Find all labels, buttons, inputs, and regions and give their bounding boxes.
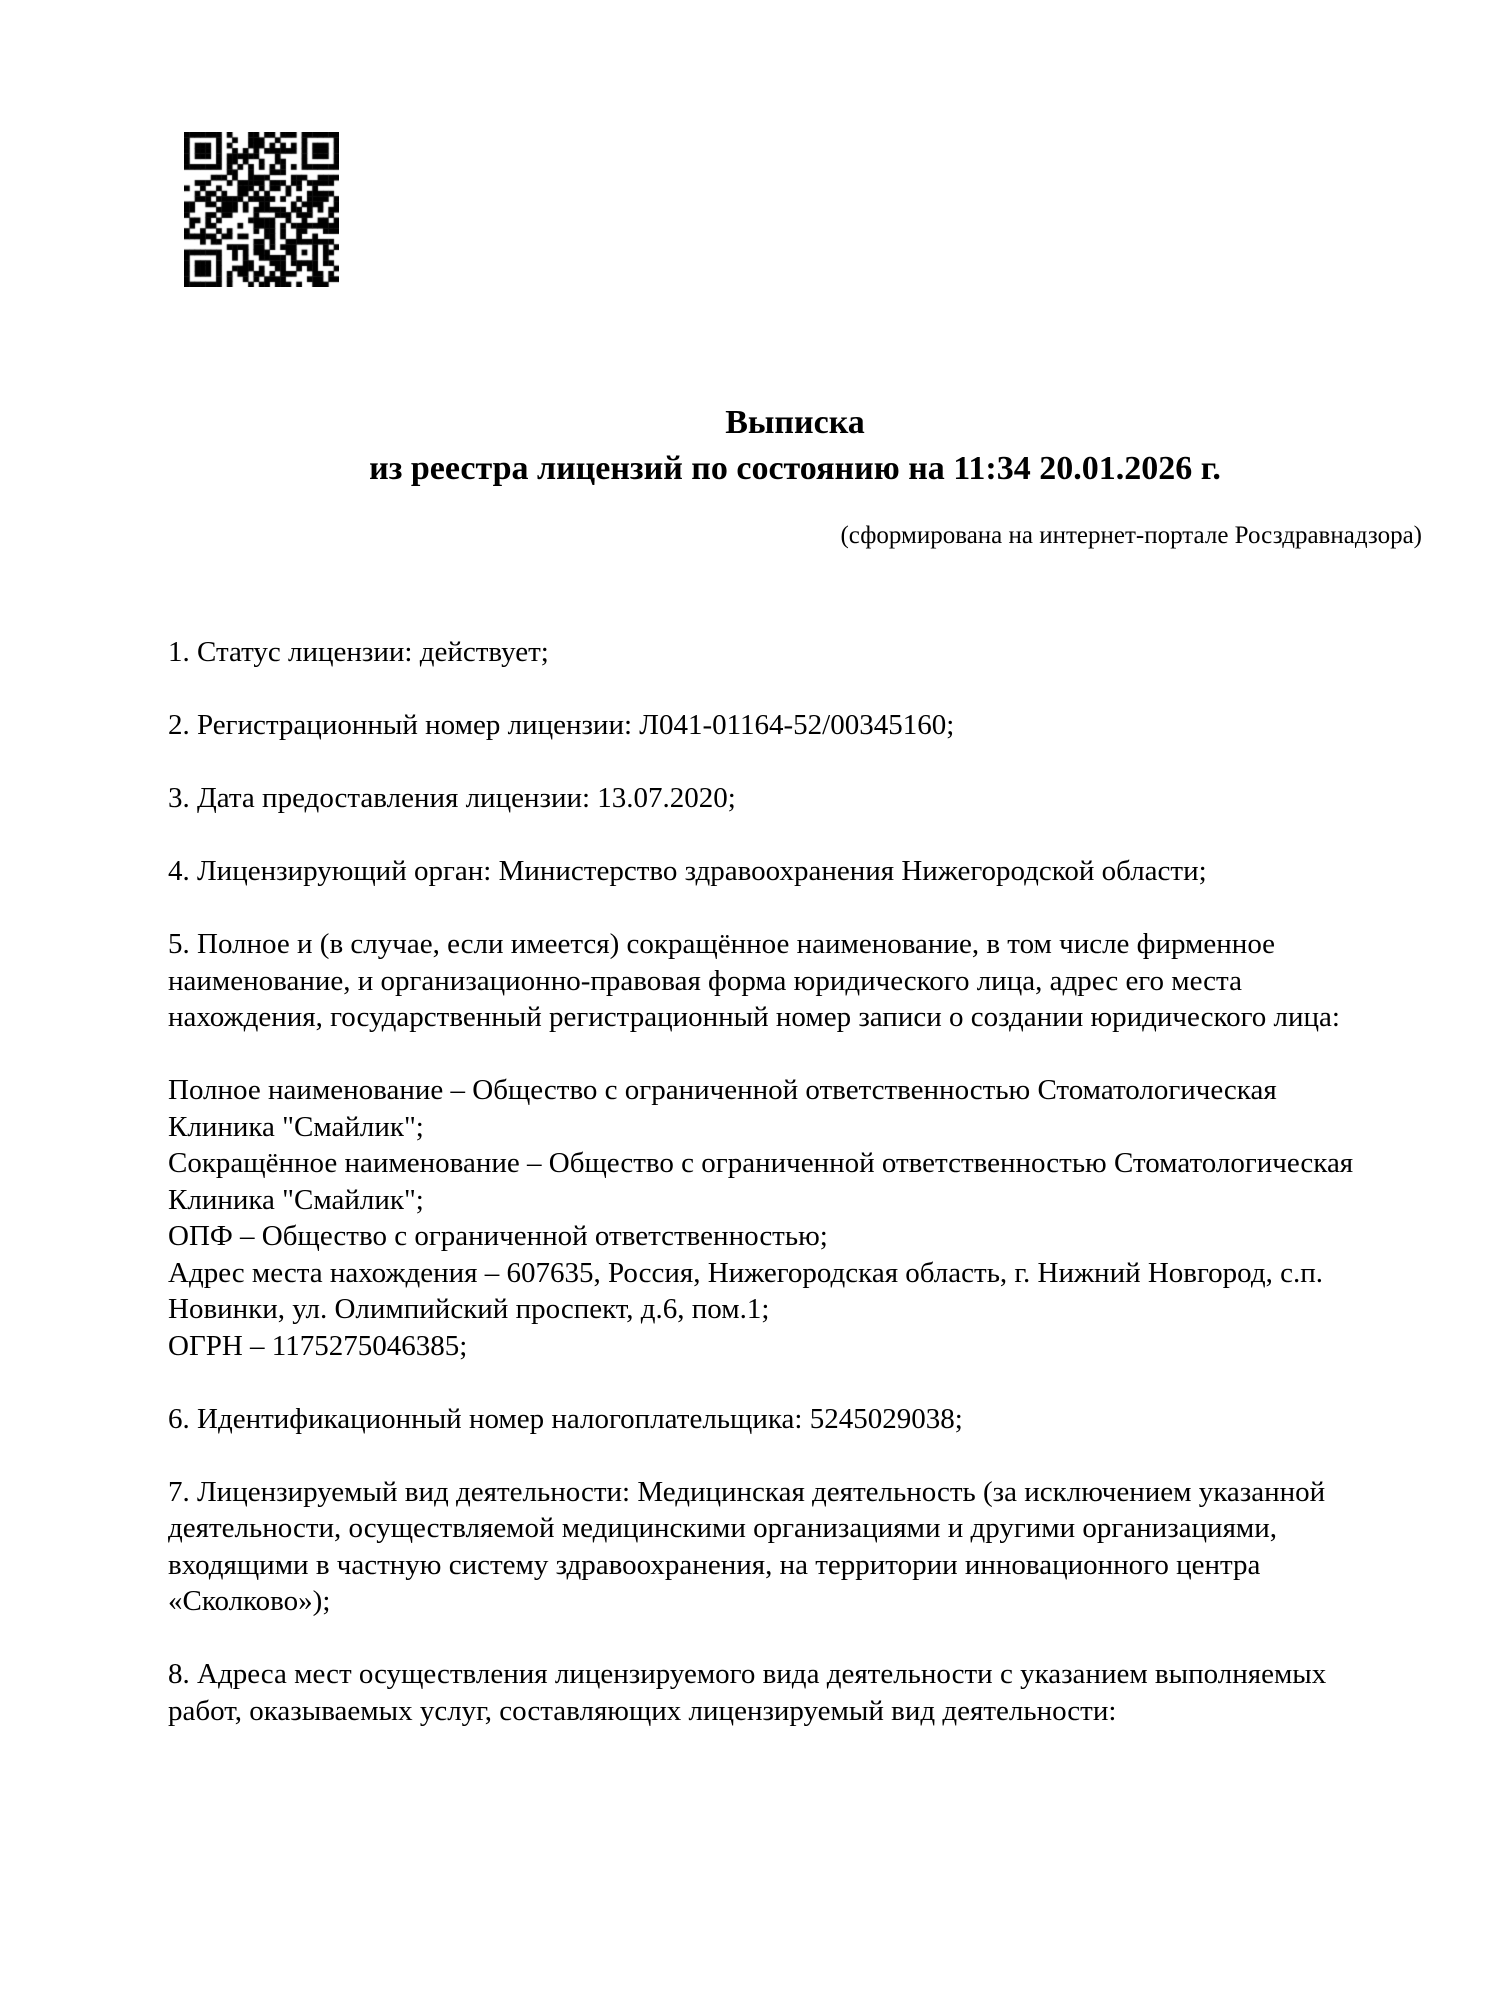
document-paragraph-8 (168, 1474, 1422, 1620)
document-paragraph-4 (168, 853, 1422, 890)
text-line: нахождения, государственный регистрационный номер записи о создании юридического лица: (168, 1001, 1340, 1033)
text-line: Новинки, ул. Олимпийский проспект, д.6, пом.1; (168, 1293, 770, 1325)
document-subtitle: (сформирована на интернет-портале Росздравнадзора) (840, 522, 1422, 549)
document-paragraph-9 (168, 1656, 1422, 1729)
text-line: деятельности, осуществляемой медицинскими организациями и другими организациями, (168, 1512, 1278, 1544)
text-line: 3. Дата предоставления лицензии: 13.07.2020; (168, 782, 736, 814)
text-line: 8. Адреса мест осуществления лицензируемого вида деятельности с указанием выполняемых (168, 1658, 1327, 1690)
text-line: 7. Лицензируемый вид деятельности: Медицинская деятельность (за исключением указанной (168, 1475, 1326, 1508)
text-line: Адрес места нахождения – 607635, Россия, Нижегородская область, г. Нижний Новгород, с.п. (168, 1256, 1323, 1289)
document-paragraph-6 (168, 1072, 1422, 1364)
text-line: входящими в частную систему здравоохранения, на территории инновационного центра (168, 1548, 1261, 1581)
document-paragraph-7 (168, 1401, 1422, 1438)
text-line: ОПФ – Общество с ограниченной ответственностью; (168, 1220, 828, 1252)
text-line: Сокращённое наименование – Общество с ограниченной ответственностью Стоматологическая (168, 1147, 1354, 1179)
document-paragraph-2 (168, 707, 1422, 744)
text-line: ОГРН – 1175275046385; (168, 1329, 468, 1362)
document-paragraph-3 (168, 780, 1422, 817)
text-line: Полное наименование – Общество с ограниченной ответственностью Стоматологическая (168, 1074, 1277, 1106)
text-line: Клиника "Смайлик"; (168, 1183, 424, 1216)
text-line: наименование, и организационно-правовая форма юридического лица, адрес его места (168, 964, 1242, 997)
text-line: работ, оказываемых услуг, составляющих лицензируемый вид деятельности: (168, 1694, 1117, 1727)
title-line-2: из реестра лицензий по состоянию на 11:34 20.01.2026 г. (369, 450, 1221, 487)
text-line: 6. Идентификационный номер налогоплательщика: 5245029038; (168, 1402, 963, 1435)
document-title (168, 400, 1422, 492)
text-line: 1. Статус лицензии: действует; (168, 636, 549, 668)
text-line: 2. Регистрационный номер лицензии: Л041-01164-52/00345160; (168, 709, 955, 741)
text-line: Клиника "Смайлик"; (168, 1110, 424, 1143)
document-content (168, 0, 1422, 1766)
text-line: «Сколково»); (168, 1585, 331, 1617)
document-paragraph-5 (168, 926, 1422, 1036)
text-line: 4. Лицензирующий орган: Министерство здравоохранения Нижегородской области; (168, 855, 1207, 887)
document-paragraph-1 (168, 634, 1422, 671)
title-line-1: Выписка (725, 404, 865, 441)
text-line: 5. Полное и (в случае, если имеется) сокращённое наименование, в том числе фирменное (168, 928, 1276, 960)
document-body (168, 634, 1422, 1729)
